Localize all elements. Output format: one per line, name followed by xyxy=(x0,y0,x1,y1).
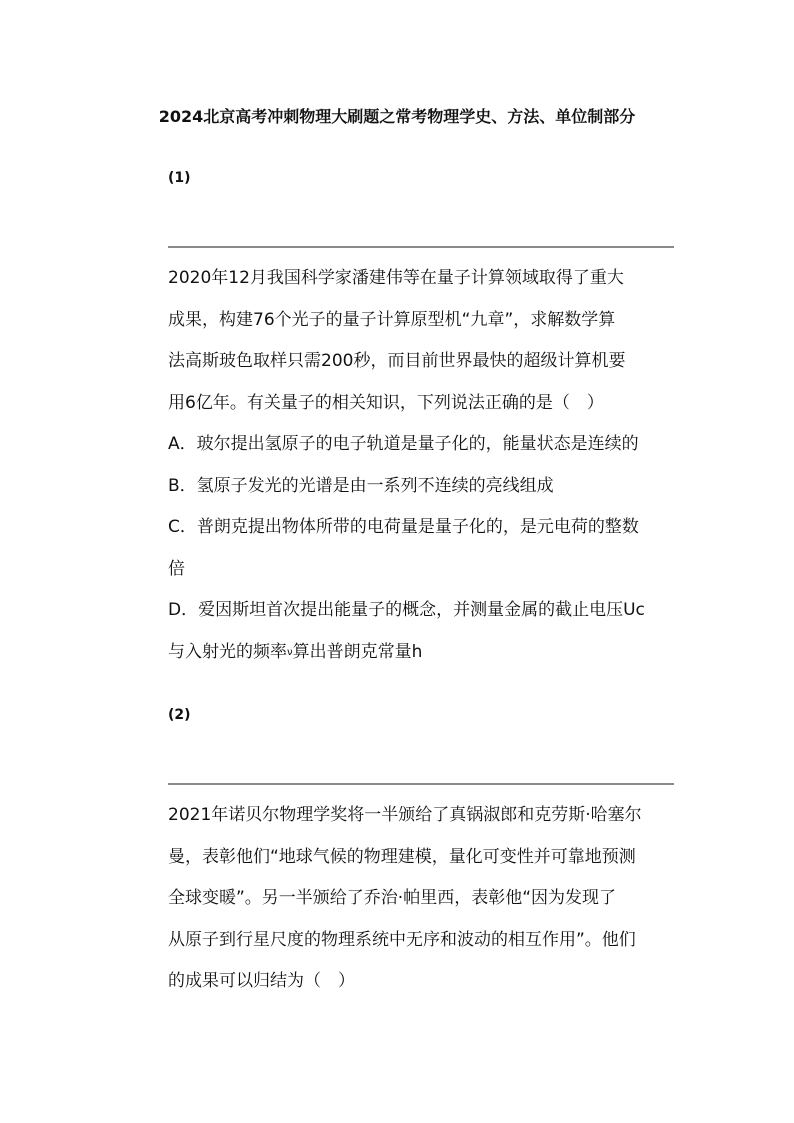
option-c: C．普朗克提出物体所带的电荷量是量子化的，是元电荷的整数 xyxy=(168,517,639,537)
question-stem-line: 全球变暖”。另一半颁给了乔治·帕里西，表彰他“因为发现了 xyxy=(168,888,617,908)
question-number: (1) xyxy=(168,170,191,186)
question-stem-line: 从原子到行星尺度的物理系统中无序和波动的相互作用”。他们 xyxy=(168,929,636,950)
option-a: A．玻尔提出氢原子的电子轨道是量子化的，能量状态是连续的 xyxy=(168,434,639,454)
option-d-text: 与入射光的频率 xyxy=(168,641,287,662)
option-c-continued: 倍 xyxy=(168,558,185,579)
question-2-body xyxy=(168,795,674,1003)
option-d: D．爱因斯坦首次提出能量子的概念，并测量金属的截止电压Uc xyxy=(168,600,645,620)
question-stem-line: 成果，构建76个光子的量子计算原型机“九章”，求解数学算 xyxy=(168,309,616,330)
option-b: B．氢原子发光的光谱是由一系列不连续的亮线组成 xyxy=(168,475,554,496)
question-stem-line: 的成果可以归结为（ ） xyxy=(168,971,355,991)
option-d-tail: 算出普朗克常量h xyxy=(292,641,423,662)
option-d-continued xyxy=(168,632,674,674)
question-number: (2) xyxy=(168,707,191,723)
document-title: 2024北京高考冲刺物理大刷题之常考物理学史、方法、单位制部分 xyxy=(158,107,636,126)
question-divider xyxy=(168,246,674,248)
frequency-symbol: ν xyxy=(287,646,293,658)
question-stem-line: 2021年诺贝尔物理学奖将一半颁给了真锅淑郎和克劳斯·哈塞尔 xyxy=(168,805,642,825)
question-1-body xyxy=(168,258,674,673)
question-stem-line: 曼，表彰他们“地球气候的物理建模，量化可变性并可靠地预测 xyxy=(168,846,636,867)
question-stem-line: 法高斯玻色取样只需200秒，而目前世界最快的超级计算机要 xyxy=(168,351,626,371)
question-divider xyxy=(168,783,674,785)
question-stem-line: 用6亿年。有关量子的相关知识，下列说法正确的是（ ） xyxy=(168,392,604,413)
question-stem-line: 2020年12月我国科学家潘建伟等在量子计算领域取得了重大 xyxy=(168,268,624,288)
